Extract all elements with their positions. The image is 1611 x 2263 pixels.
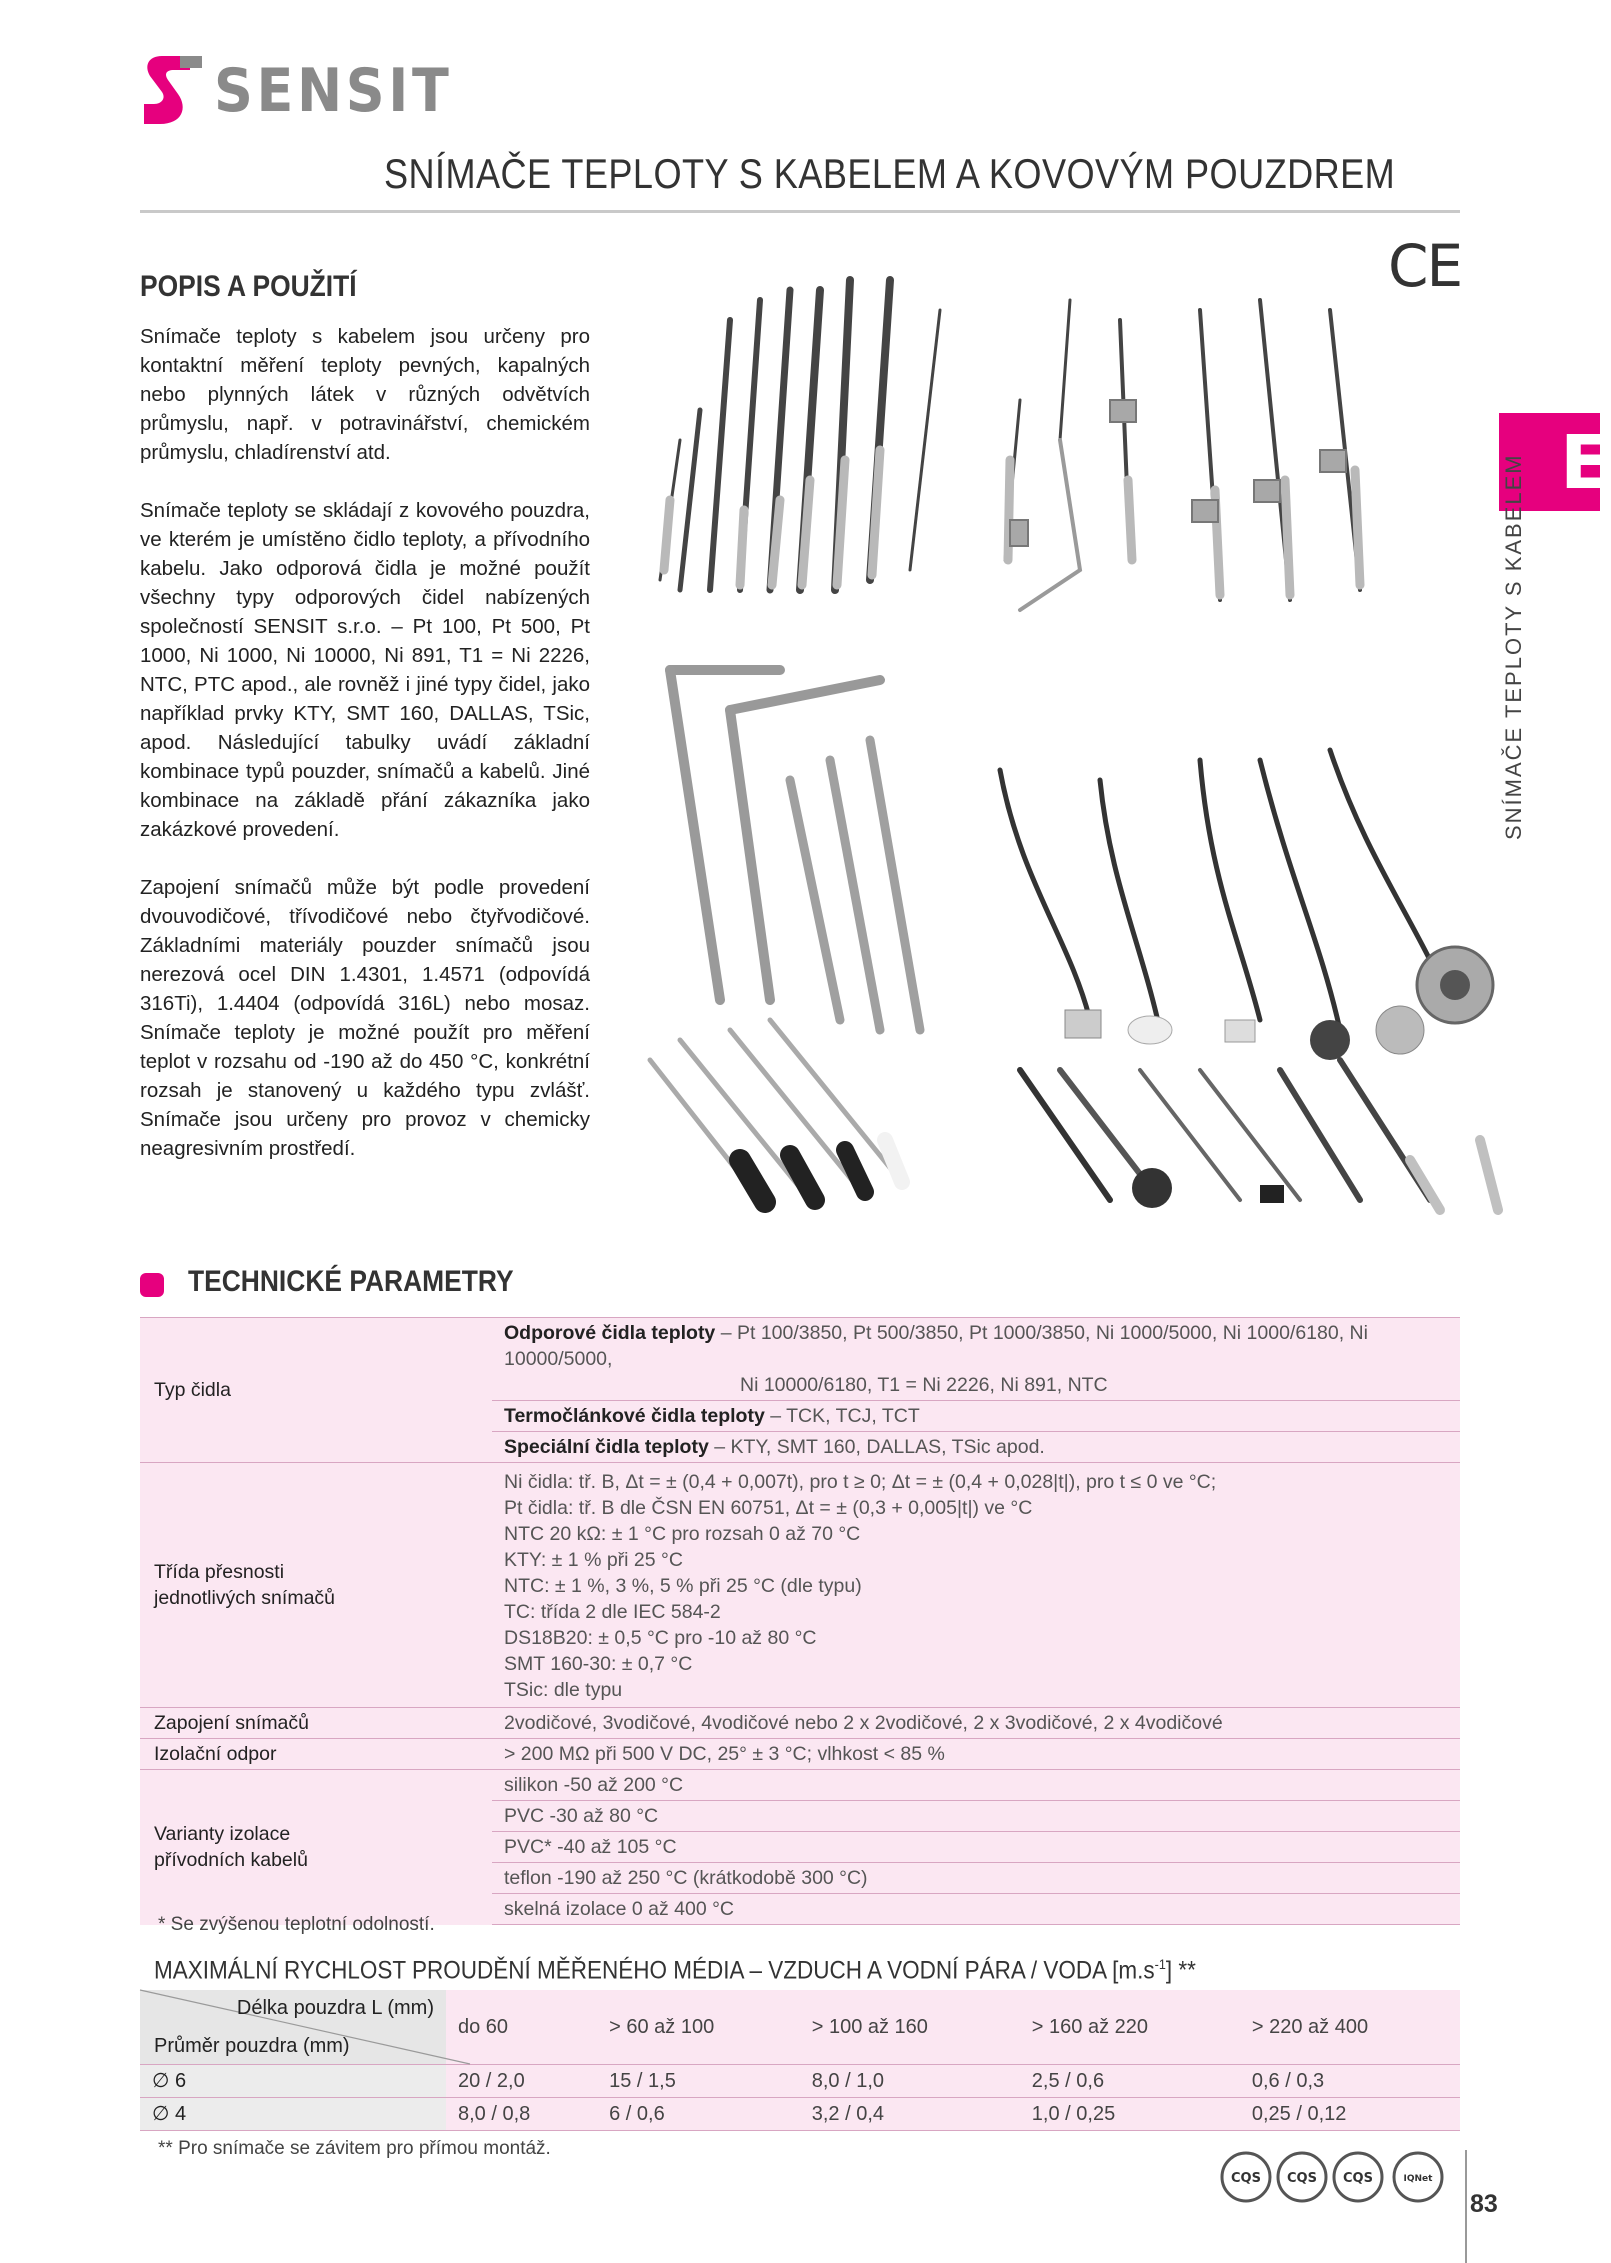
row-header: ∅ 4 bbox=[140, 2098, 446, 2131]
table-cell: 0,25 / 0,12 bbox=[1240, 2098, 1460, 2131]
column-header: > 160 až 220 bbox=[1020, 1990, 1240, 2065]
row-header: ∅ 6 bbox=[140, 2065, 446, 2098]
tech-params-heading: TECHNICKÉ PARAMETRY bbox=[188, 1265, 514, 1298]
column-header: do 60 bbox=[446, 1990, 597, 2065]
table-row bbox=[140, 1318, 1460, 1401]
param-label-line: Varianty izolace bbox=[154, 1823, 291, 1846]
table-row bbox=[140, 2098, 1460, 2131]
param-value: PVC -30 až 80 °C bbox=[492, 1801, 1460, 1832]
param-label: Typ čidla bbox=[140, 1318, 492, 1463]
probe-group-middle bbox=[670, 670, 1493, 1060]
table-row bbox=[140, 2065, 1460, 2098]
description-paragraph: Snímače teploty se skládají z kovového pouzdra, ve kterém je umístěno čidlo teploty, a přívodního kabelu. Jako odporová čidla je možné použít všechny typy odporových čidel nabízených společností SENSIT s.r.o. – Pt 100, Pt 500, Pt 1000, Ni 1000, Ni 10000, Ni 891, T1 = Ni 2226, NTC, PTC apod., ale rovněž i jiné typy čidel, jako například prvky KTY, SMT 160, DALLAS, TSic, apod. Následující tabulky uvádí základní kombinace typů pouzder, snímačů a kabelů. Jiné kombinace na základě přání zákazníka jako zakázkové provedení. bbox=[140, 499, 590, 841]
param-value bbox=[492, 1432, 1460, 1463]
accuracy-line: Ni čidla: tř. B, Δt = ± (0,4 + 0,007t), pro t ≥ 0; Δt = ± (0,4 + 0,028|t|), pro t ≤ 0 ve °C; bbox=[504, 1471, 1217, 1493]
table-corner-cell bbox=[140, 1990, 446, 2065]
description-heading: POPIS A POUŽITÍ bbox=[140, 270, 357, 303]
table-cell: 3,2 / 0,4 bbox=[800, 2098, 1020, 2131]
table-cell: 15 / 1,5 bbox=[597, 2065, 800, 2098]
param-value: teflon -190 až 250 °C (krátkodobě 300 °C) bbox=[492, 1863, 1460, 1894]
table-cell: 8,0 / 0,8 bbox=[446, 2098, 597, 2131]
accuracy-line: NTC: ± 1 %, 3 %, 5 % při 25 °C (dle typu) bbox=[504, 1575, 862, 1597]
column-header: > 220 až 400 bbox=[1240, 1990, 1460, 2065]
param-value-text: Ni 10000/6180, T1 = Ni 2226, Ni 891, NTC bbox=[740, 1374, 1108, 1396]
description-text bbox=[140, 322, 590, 1192]
accuracy-line: KTY: ± 1 % při 25 °C bbox=[504, 1549, 683, 1571]
param-label: Izolační odpor bbox=[140, 1739, 492, 1770]
speed-table-title bbox=[154, 1956, 1196, 1985]
section-tab-letter: E bbox=[1560, 420, 1611, 506]
param-value-text: – Pt 100/3850, Pt 500/3850, Pt 1000/3850, Ni 1000/5000, Ni 1000/6180, Ni 10000/5000, bbox=[504, 1322, 1368, 1370]
description-paragraph: Snímače teploty s kabelem jsou určeny pro kontaktní měření teploty pevných, kapalných nebo plynných látek v různých odvětvích průmyslu, např. v potravinářství, chemickém průmyslu, chladírenství atd. bbox=[140, 325, 590, 464]
table-cell: 2,5 / 0,6 bbox=[1020, 2065, 1240, 2098]
accuracy-line: TC: třída 2 dle IEC 584-2 bbox=[504, 1601, 721, 1623]
param-value bbox=[492, 1318, 1460, 1401]
speed-title-text: MAXIMÁLNÍ RYCHLOST PROUDĚNÍ MĚŘENÉHO MÉDIA – VZDUCH A VODNÍ PÁRA / VODA [m.s bbox=[154, 1956, 1155, 1985]
accuracy-line: Pt čidla: tř. B dle ČSN EN 60751, Δt = ± (0,3 + 0,005|t|) ve °C bbox=[504, 1497, 1033, 1519]
page-number: 83 bbox=[1470, 2190, 1498, 2218]
cert-label: CQS bbox=[1231, 2171, 1261, 2186]
param-value: skelná izolace 0 až 400 °C bbox=[492, 1894, 1460, 1925]
param-value-text: – TCK, TCJ, TCT bbox=[764, 1405, 920, 1427]
brand-name: SENSIT bbox=[214, 56, 453, 126]
table-row bbox=[140, 1739, 1460, 1770]
speed-table bbox=[140, 1990, 1460, 2131]
probe-group-bottom bbox=[650, 1020, 1498, 1210]
speed-title-end: ] ** bbox=[1165, 1956, 1196, 1985]
param-value-bold: Speciální čidla teploty bbox=[504, 1436, 709, 1458]
cert-label: IQNet bbox=[1403, 2174, 1433, 2184]
param-value bbox=[492, 1463, 1460, 1708]
table-row bbox=[140, 1463, 1460, 1708]
section-side-label-text: SNÍMAČE TEPLOTY S KABELEM bbox=[1501, 453, 1526, 840]
corner-header-bottom: Průměr pouzdra (mm) bbox=[154, 2035, 350, 2057]
param-label-line: jednotlivých snímačů bbox=[154, 1587, 336, 1609]
param-value: PVC* -40 až 105 °C bbox=[492, 1832, 1460, 1863]
section-marker-icon bbox=[140, 1273, 164, 1297]
param-label-line: přívodních kabelů bbox=[154, 1849, 308, 1872]
table-cell: 6 / 0,6 bbox=[597, 2098, 800, 2131]
table-row bbox=[140, 1770, 1460, 1801]
ce-mark: CE bbox=[1388, 232, 1462, 300]
cert-label: CQS bbox=[1343, 2171, 1373, 2186]
table-cell: 20 / 2,0 bbox=[446, 2065, 597, 2098]
table-row bbox=[140, 1708, 1460, 1739]
cert-label: CQS bbox=[1287, 2171, 1317, 2186]
table-cell: 1,0 / 0,25 bbox=[1020, 2098, 1240, 2131]
description-paragraph: Zapojení snímačů může být podle provedení dvouvodičové, třívodičové nebo čtyřvodičové. Základními materiály pouzder snímačů jsou nerezová ocel DIN 1.4301, 1.4571 (odpovídá 316Ti), 1.4404 (odpovídá 316L) nebo mosaz. Snímače teploty je možné použít pro měření teplot v rozsahu od -190 až do 450 °C, konkrétní rozsah je stanovený u každého typu zvlášť. Snímače jsou určeny pro provoz v chemicky neagresivním prostředí. bbox=[140, 876, 590, 1160]
section-side-label bbox=[1495, 453, 1535, 840]
param-label bbox=[140, 1463, 492, 1708]
speed-footnote: ** Pro snímače se závitem pro přímou montáž. bbox=[158, 2138, 551, 2159]
column-header: > 100 až 160 bbox=[800, 1990, 1020, 2065]
column-header: > 60 až 100 bbox=[597, 1990, 800, 2065]
corner-header-top: Délka pouzdra L (mm) bbox=[236, 1997, 434, 2019]
param-value: 2vodičové, 3vodičové, 4vodičové nebo 2 x 2vodičové, 2 x 3vodičové, 2 x 4vodičové bbox=[492, 1708, 1460, 1739]
accuracy-line: SMT 160-30: ± 0,7 °C bbox=[504, 1653, 693, 1675]
table-cell: 8,0 / 1,0 bbox=[800, 2065, 1020, 2098]
tech-params-table bbox=[140, 1317, 1460, 1925]
accuracy-line: NTC 20 kΩ: ± 1 °C pro rozsah 0 až 70 °C bbox=[504, 1523, 861, 1545]
product-photos bbox=[640, 240, 1500, 1260]
param-value bbox=[492, 1401, 1460, 1432]
accuracy-line: DS18B20: ± 0,5 °C pro -10 až 80 °C bbox=[504, 1627, 817, 1649]
param-label: Zapojení snímačů bbox=[140, 1708, 492, 1739]
accuracy-line: TSic: dle typu bbox=[504, 1679, 623, 1701]
param-value-bold: Odporové čidla teploty bbox=[504, 1322, 716, 1344]
table-cell: 0,6 / 0,3 bbox=[1240, 2065, 1460, 2098]
param-label bbox=[140, 1770, 492, 1925]
param-value-text: – KTY, SMT 160, DALLAS, TSic apod. bbox=[708, 1436, 1045, 1458]
table-header-row bbox=[140, 1990, 1460, 2065]
certification-logos bbox=[1220, 2150, 1446, 2204]
tech-footnote: * Se zvýšenou teplotní odolností. bbox=[158, 1914, 435, 1935]
speed-title-sup: -1 bbox=[1154, 1956, 1166, 1972]
page-number-divider bbox=[1465, 2150, 1467, 2263]
page-title: SNÍMAČE TEPLOTY S KABELEM A KOVOVÝM POUZDREM bbox=[384, 150, 1396, 197]
param-value-bold: Termočlánkové čidla teploty bbox=[504, 1405, 765, 1427]
title-divider bbox=[140, 210, 1460, 213]
param-value: silikon -50 až 200 °C bbox=[492, 1770, 1460, 1801]
param-value: > 200 MΩ při 500 V DC, 25° ± 3 °C; vlhkost < 85 % bbox=[492, 1739, 1460, 1770]
param-label-line: Třída přesnosti bbox=[154, 1561, 285, 1583]
